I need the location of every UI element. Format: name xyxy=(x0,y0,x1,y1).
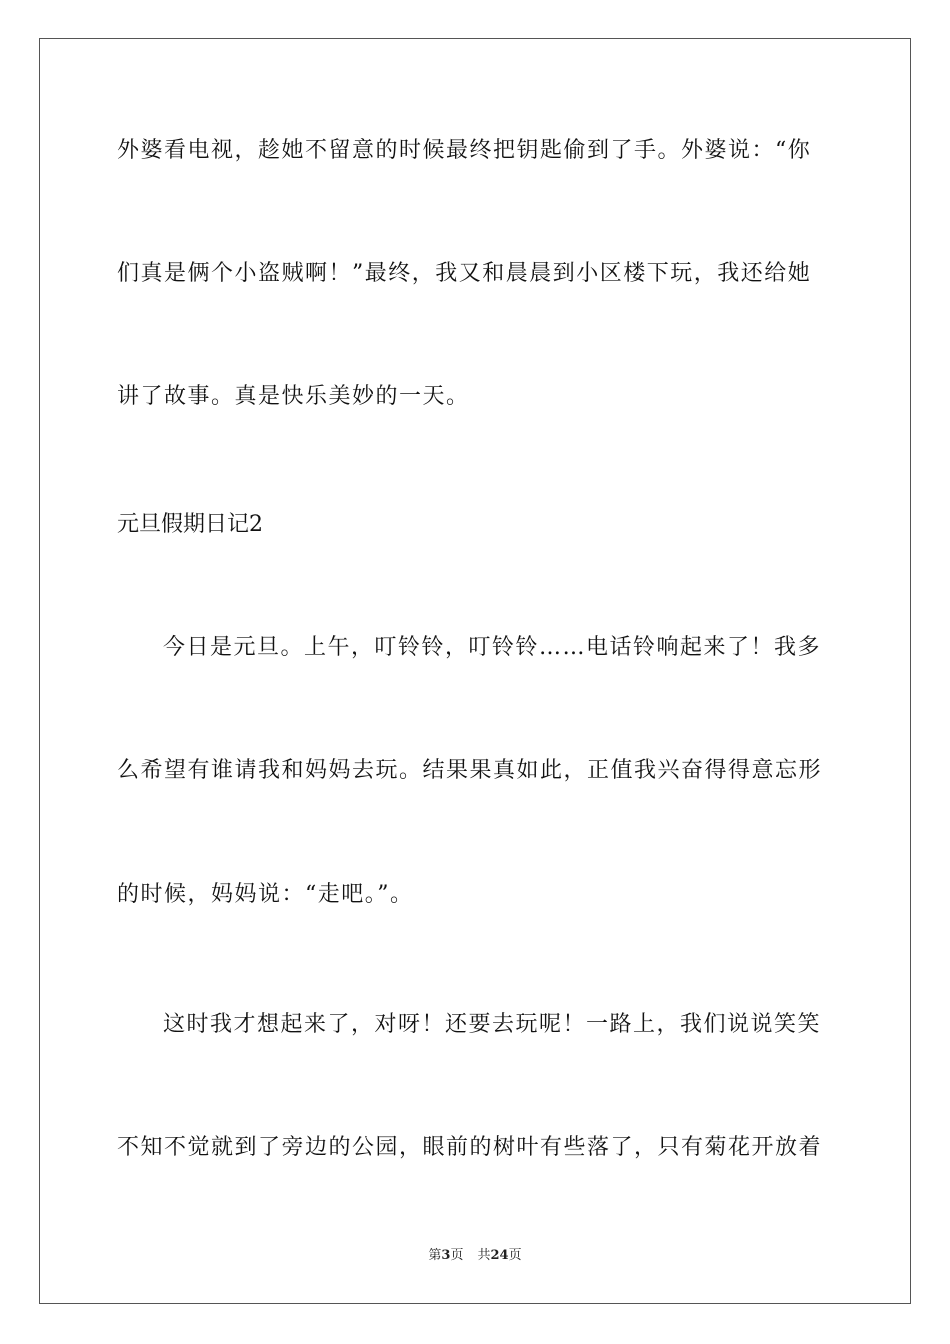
paragraph-2-line-2: 么希望有谁请我和妈妈去玩。结果果真如此，正值我兴奋得得意忘形 xyxy=(117,758,823,783)
footer-total-prefix: 共 xyxy=(477,1248,491,1263)
paragraph-1-line-3: 讲了故事。真是快乐美妙的一天。 xyxy=(117,384,470,409)
page-footer xyxy=(0,1247,950,1265)
section-heading: 元旦假期日记2 xyxy=(117,512,263,537)
paragraph-1-line-2: 们真是俩个小盗贼啊！”最终，我又和晨晨到小区楼下玩，我还给她 xyxy=(117,261,812,286)
page-border xyxy=(39,38,911,1304)
paragraph-1-line-1: 外婆看电视，趁她不留意的时候最终把钥匙偷到了手。外婆说：“你 xyxy=(117,138,812,163)
paragraph-2-line-3: 的时候，妈妈说：“走吧。”。 xyxy=(117,882,414,907)
footer-page-suffix: 页 xyxy=(450,1248,464,1263)
paragraph-3-line-2: 不知不觉就到了旁边的公园，眼前的树叶有些落了，只有菊花开放着 xyxy=(117,1135,823,1160)
paragraph-3-line-1: 这时我才想起来了，对呀！还要去玩呢！一路上，我们说说笑笑 xyxy=(163,1012,822,1037)
footer-total-pages: 24 xyxy=(490,1248,509,1263)
footer-page-prefix: 第 xyxy=(428,1248,442,1263)
footer-page-number: 3 xyxy=(441,1248,451,1263)
footer-total-suffix: 页 xyxy=(508,1248,522,1263)
paragraph-2-line-1: 今日是元旦。上午，叮铃铃，叮铃铃……电话铃响起来了！我多 xyxy=(163,635,822,660)
